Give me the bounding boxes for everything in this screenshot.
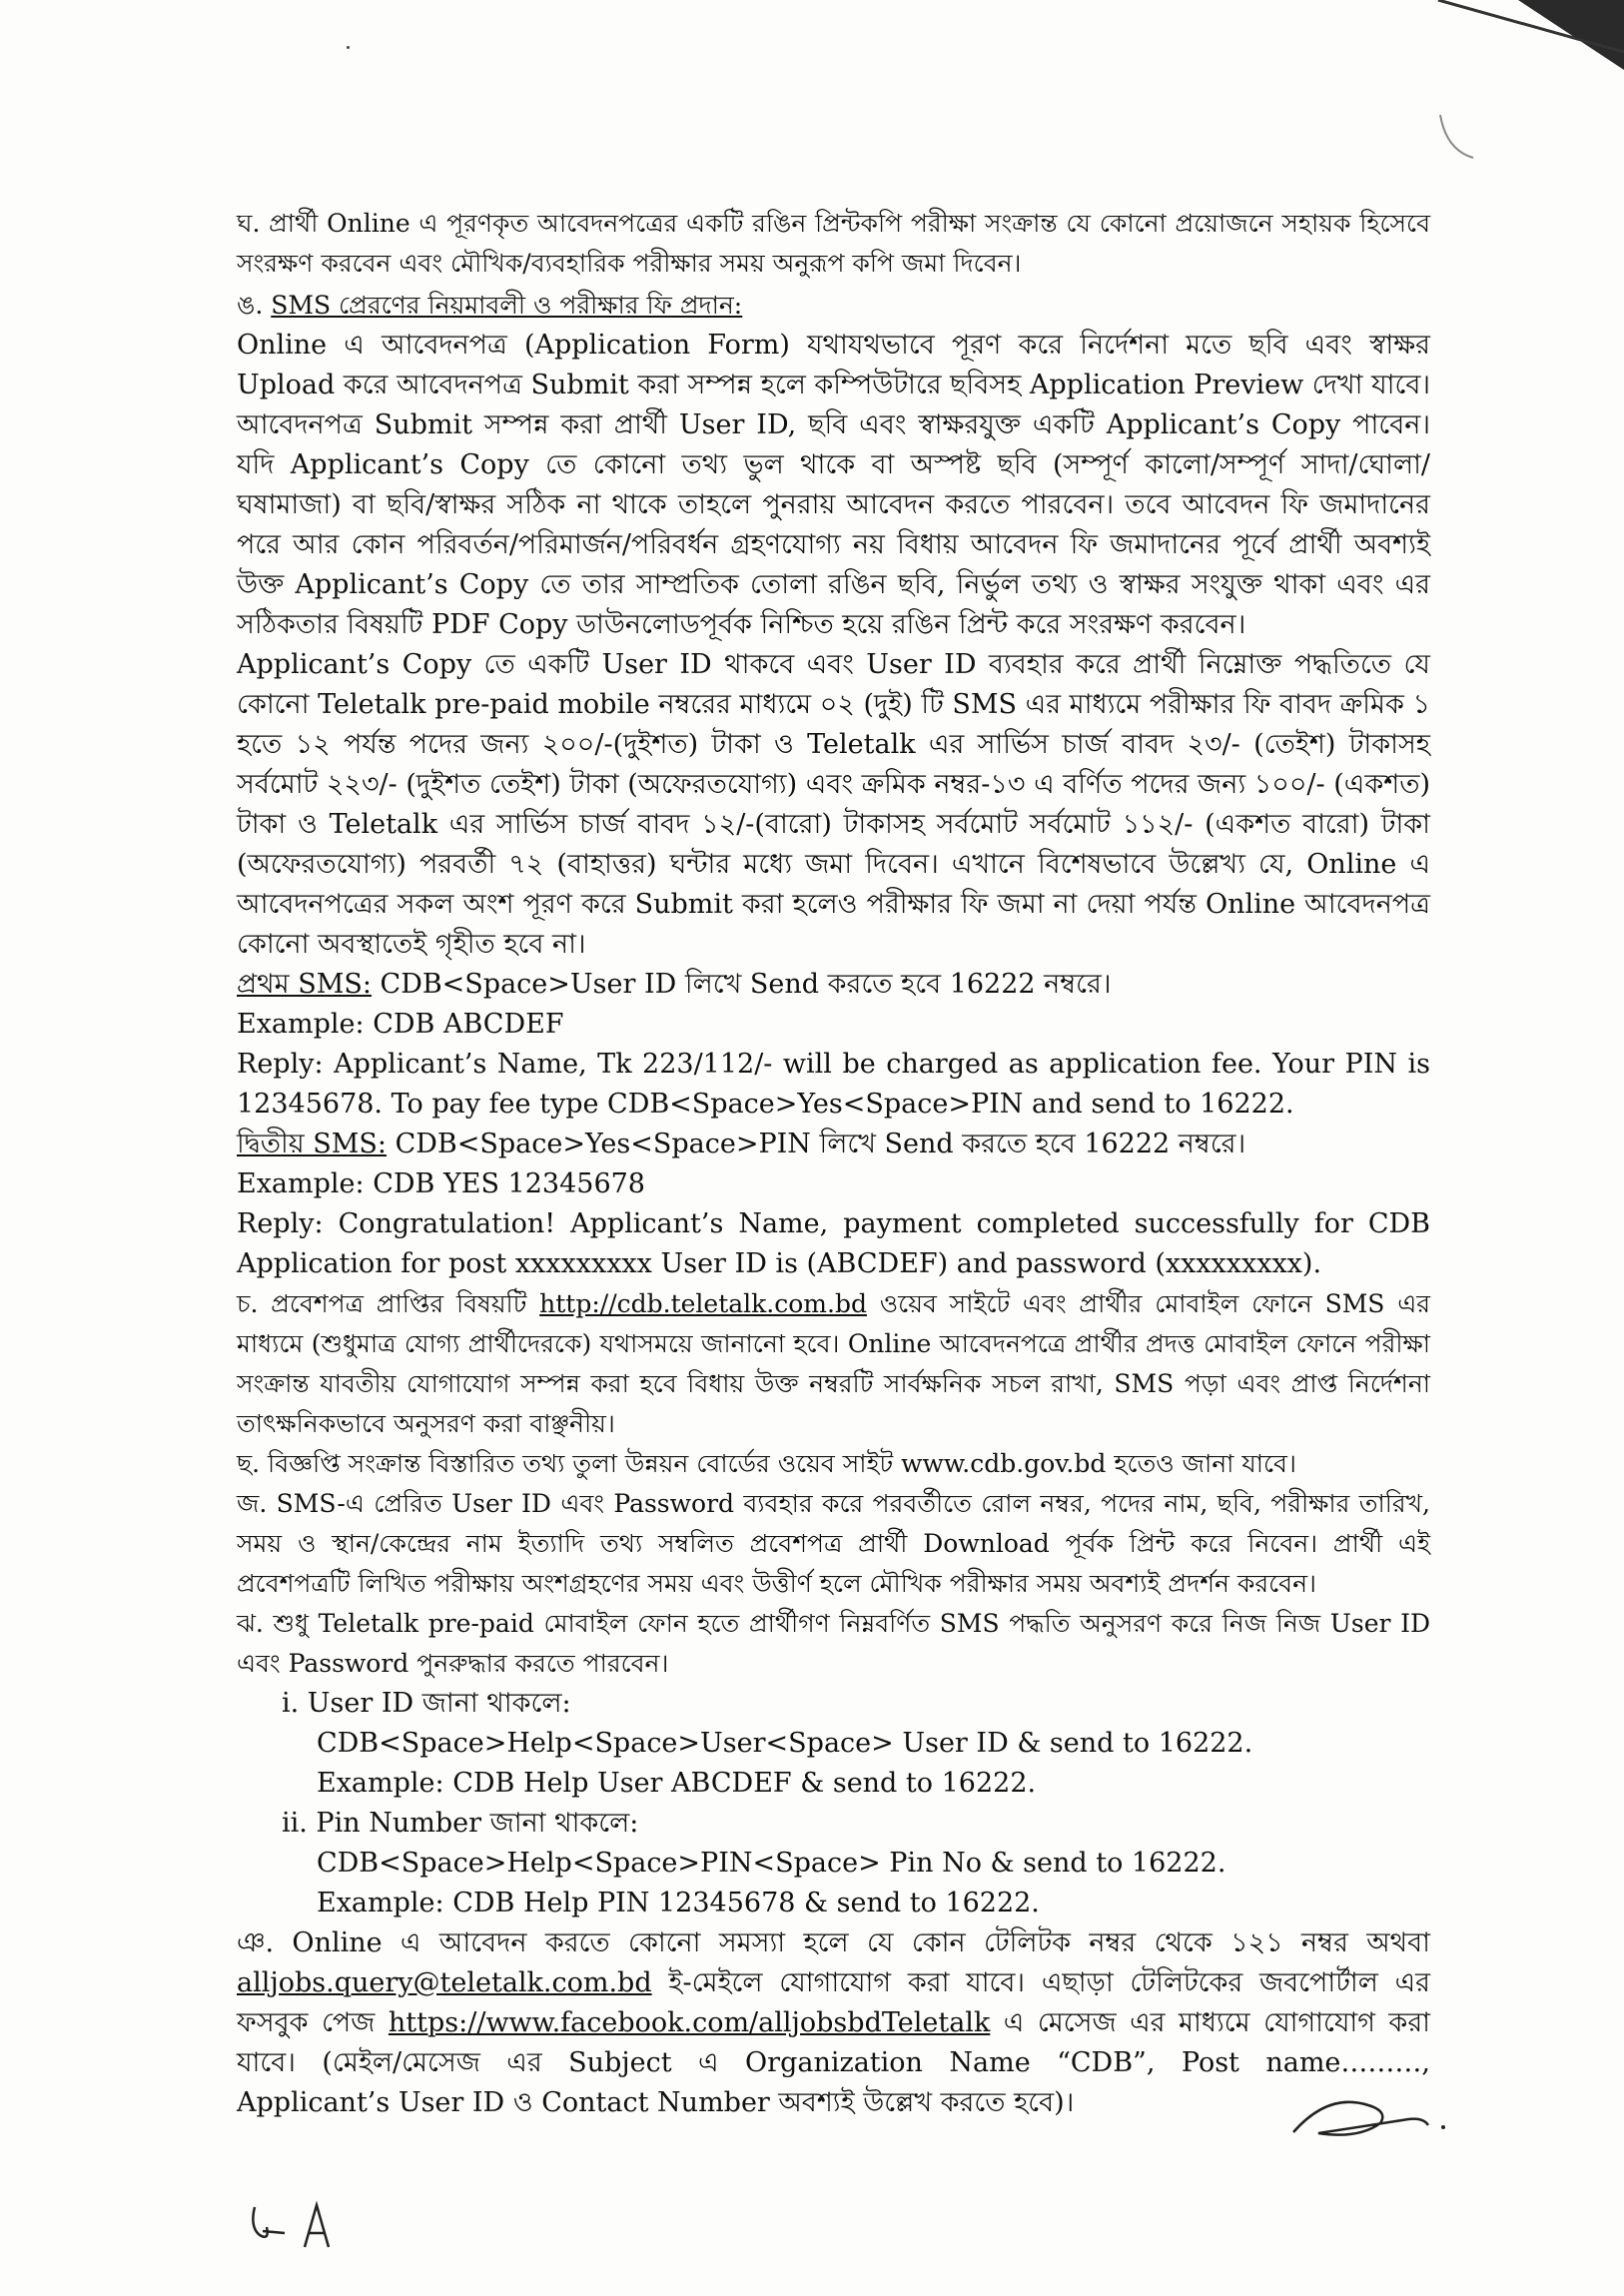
paragraph-ja: জ. SMS-এ প্রেরিত User ID এবং Password ব্যবহার করে পরবর্তীতে রোল নম্বর, পদের নাম, ছবি, পরীক্ষার তারিখ, সময় ও স্থান/কেন্দ্রের নাম ইত্যাদি তথ্য সম্বলিত প্রবেশপত্র প্রার্থী Download পূর্বক প্রিন্ট করে নিবেন। প্রার্থী এই প্রবেশপত্রটি লিখিত পরীক্ষায় অংশগ্রহণের সময় এবং উত্তীর্ণ হলে মৌখিক পরীক্ষার সময় অবশ্যই প্রদর্শন করবেন। <box>237 1489 1430 1598</box>
sub-item-i-line1: CDB<Space>Help<Space>User<Space> User ID & send to 16222. <box>317 1728 1253 1759</box>
sub-item-ii-label: ii. Pin Number জানা থাকলে: <box>282 1808 639 1839</box>
second-sms-text: CDB<Space>Yes<Space>PIN লিখে Send করতে হবে 16222 নম্বরে। <box>386 1129 1246 1159</box>
sub-item-ii-line1: CDB<Space>Help<Space>PIN<Space> Pin No & send to 16222. <box>317 1848 1226 1879</box>
first-sms-label: প্রথম SMS: <box>237 969 372 1000</box>
paragraph-fee-info: Applicant’s Copy তে একটি User ID থাকবে এবং User ID ব্যবহার করে প্রার্থী নিম্নোক্ত পদ্ধতিতে যে কোনো Teletalk pre-paid mobile নম্বরের মাধ্যমে ০২ (দুই) টি SMS এর মাধ্যমে পরীক্ষার ফি বাবদ ক্রমিক ১ হতে ১২ পর্যন্ত পদের জন্য ২০০/-(দুইশত) টাকা ও Teletalk এর সার্ভিস চার্জ বাবদ ২৩/- (তেইশ) টাকাসহ সর্বমোট ২২৩/- (দুইশত তেইশ) টাকা (অফেরতযোগ্য) এবং ক্রমিক নম্বর-১৩ এ বর্ণিত পদের জন্য ১০০/- (একশত) টাকা ও Teletalk এর সার্ভিস চার্জ বাবদ ১২/-(বারো) টাকাসহ সর্বমোট সর্বমোট ১১২/- (একশত বারো) টাকা (অফেরতযোগ্য) পরবর্তী ৭২ (বাহাত্তর) ঘন্টার মধ্যে জমা দিবেন। এখানে বিশেষভাবে উল্লেখ্য যে, Online এ আবেদনপত্রের সকল অংশ পূরণ করে Submit করা হলেও পরীক্ষার ফি জমা না দেয়া পর্যন্ত Online আবেদনপত্র কোনো অবস্থাতেই গৃহীত হবে না। <box>237 649 1430 960</box>
paragraph-gha: ঘ. প্রার্থী Online এ পূরণকৃত আবেদনপত্রের একটি রঙিন প্রিন্টকপি পরীক্ষা সংক্রান্ত যে কোনো প্রয়োজনে সহায়ক হিসেবে সংরক্ষণ করবেন এবং মৌখিক/ব্যবহারিক পরীক্ষার সময় অনুরূপ কপি জমা দিবেন। <box>237 209 1430 278</box>
first-sms-text: CDB<Space>User ID লিখে Send করতে হবে 16222 নম্বরে। <box>371 969 1112 1000</box>
speck <box>347 46 350 49</box>
sub-item-i-label: i. User ID জানা থাকলে: <box>282 1688 571 1719</box>
nya-rest: এ মেসেজ এর মাধ্যমে যোগাযোগ করা যাবে। (মেইল/মেসেজ এর Subject এ Organization Name “CDB”, Post name………, Applicant’s User ID ও Contact Number অবশ্যই উল্লেখ করতে হবে)। <box>237 2007 1430 2118</box>
signature <box>1288 2087 1448 2147</box>
paragraph-jha: ঝ. শুধু Teletalk pre-paid মোবাইল ফোন হতে প্রার্থীগণ নিম্নবর্ণিত SMS পদ্ধতি অনুসরণ করে নিজ নিজ User ID এবং Password পুনরুদ্ধার করতে পারবেন। <box>237 1609 1430 1678</box>
page-corner-fold <box>0 0 1624 160</box>
document-body <box>237 204 1430 2123</box>
heading-prefix: ঙ. <box>237 291 272 320</box>
teletalk-link[interactable]: http://cdb.teletalk.com.bd <box>539 1289 867 1318</box>
nya-mid: ই-মেইলে যোগাযোগ করা যাবে। এছাড়া টেলিটকের জবপোর্টাল এর ফসবুক পেজ <box>237 1967 1430 2038</box>
paragraph-umo-heading <box>237 286 1430 326</box>
paragraph-chha: ছ. বিজ্ঞপ্তি সংক্রান্ত বিস্তারিত তথ্য তুলা উন্নয়ন বোর্ডের ওয়েব সাইট www.cdb.gov.bd হতেও জানা যাবে। <box>237 1449 1296 1478</box>
first-sms-reply: Reply: Applicant’s Name, Tk 223/112/- will be charged as application fee. Your PIN is 12345678. To pay fee type CDB<Space>Yes<Space>PIN and send to 16222. <box>237 1049 1430 1120</box>
paragraph-nya <box>237 1923 1430 2123</box>
second-sms-example: Example: CDB YES 12345678 <box>237 1168 645 1199</box>
nya-prefix: ঞ. Online এ আবেদন করতে কোনো সমস্যা হলে যে কোন টেলিটক নম্বর থেকে ১২১ নম্বর অথবা <box>237 1927 1430 1958</box>
section-heading: SMS প্রেরণের নিয়মাবলী ও পরীক্ষার ফি প্রদান: <box>271 291 743 320</box>
email-link[interactable]: alljobs.query@teletalk.com.bd <box>237 1967 652 1998</box>
sub-item-ii-line2: Example: CDB Help PIN 12345678 & send to 16222. <box>317 1888 1040 1918</box>
initials-signature <box>245 2197 365 2257</box>
sub-item-i-line2: Example: CDB Help User ABCDEF & send to 16222. <box>317 1768 1037 1799</box>
first-sms-line <box>237 965 1430 1005</box>
second-sms-line <box>237 1125 1430 1164</box>
second-sms-reply: Reply: Congratulation! Applicant’s Name, payment completed successfully for CDB Application for post xxxxxxxxx User ID is (ABCDEF) and password (xxxxxxxxx). <box>237 1208 1430 1279</box>
first-sms-example: Example: CDB ABCDEF <box>237 1009 564 1040</box>
cha-rest: ওয়েব সাইটে এবং প্রার্থীর মোবাইল ফোনে SMS এর মাধ্যমে (শুধুমাত্র যোগ্য প্রার্থীদেরকে) যথাসময়ে জানানো হবে। Online আবেদনপত্রে প্রার্থীর প্রদত্ত মোবাইল ফোনে পরীক্ষা সংক্রান্ত যাবতীয় যোগাযোগ সম্পন্ন করা হবে বিধায় উক্ত নম্বরটি সার্বক্ষনিক সচল রাখা, SMS পড়া এবং প্রাপ্ত নির্দেশনা তাৎক্ষনিকভাবে অনুসরণ করা বাঞ্ছনীয়। <box>237 1289 1431 1438</box>
paragraph-cha <box>237 1284 1430 1444</box>
paragraph-sms-rules: Online এ আবেদনপত্র (Application Form) যথাযথভাবে পূরণ করে নির্দেশনা মতে ছবি এবং স্বাক্ষর Upload করে আবেদনপত্র Submit করা সম্পন্ন হলে কম্পিউটারে ছবিসহ Application Preview দেখা যাবে। আবেদনপত্র Submit সম্পন্ন করা প্রার্থী User ID, ছবি এবং স্বাক্ষরযুক্ত একটি Applicant’s Copy পাবেন। যদি Applicant’s Copy তে কোনো তথ্য ভুল থাকে বা অস্পষ্ট ছবি (সম্পূর্ণ কালো/সম্পূর্ণ সাদা/ঘোলা/ঘষামাজা) বা ছবি/স্বাক্ষর সঠিক না থাকে তাহলে পুনরায় আবেদন করতে পারবেন। তবে আবেদন ফি জমাদানের পরে আর কোন পরিবর্তন/পরিমার্জন/পরিবর্ধন গ্রহণযোগ্য নয় বিধায় আবেদন ফি জমাদানের পূর্বে প্রার্থী অবশ্যই উক্ত Applicant’s Copy তে তার সাম্প্রতিক তোলা রঙিন ছবি, নির্ভুল তথ্য ও স্বাক্ষর সংযুক্ত থাকা এবং এর সঠিকতার বিষয়টি PDF Copy ডাউনলোডপূর্বক নিশ্চিত হয়ে রঙিন প্রিন্ট করে সংরক্ষণ করবেন। <box>237 330 1430 640</box>
second-sms-label: দ্বিতীয় SMS: <box>237 1129 387 1159</box>
facebook-link[interactable]: https://www.facebook.com/alljobsbdTeletalk <box>388 2007 991 2038</box>
cha-prefix: চ. প্রবেশপত্র প্রাপ্তির বিষয়টি <box>237 1289 540 1318</box>
